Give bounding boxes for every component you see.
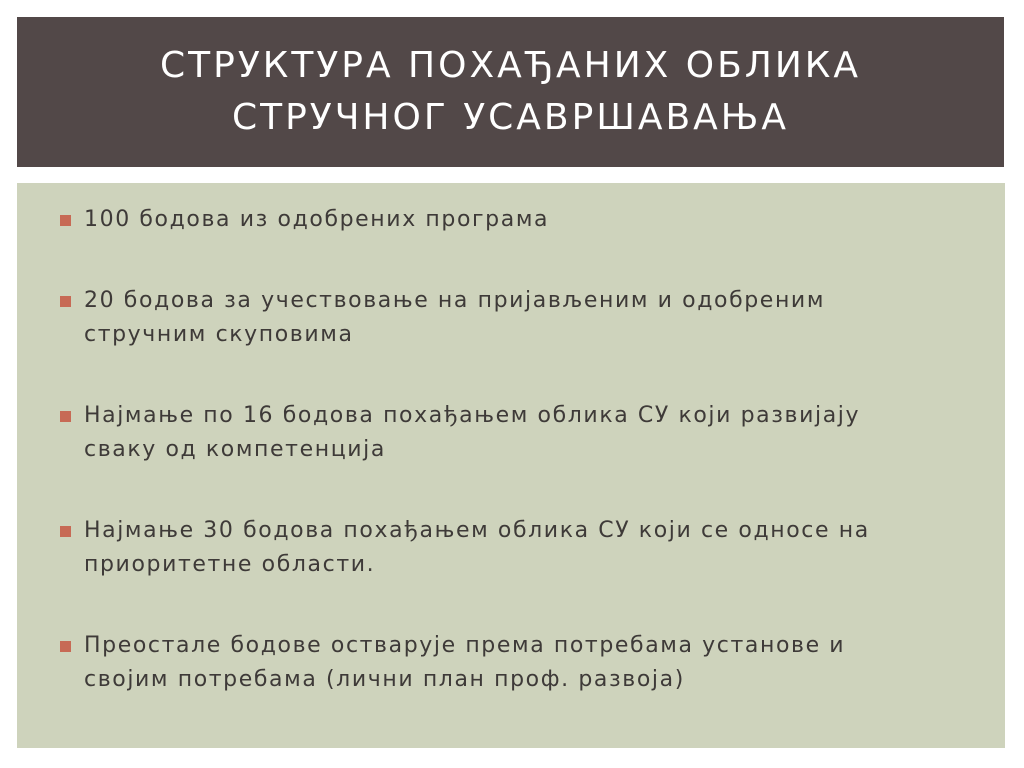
slide-title [160, 40, 861, 144]
square-bullet-icon [60, 411, 71, 422]
bullet-text: приоритетне области. [84, 552, 376, 577]
bullet-text: стручним скуповима [84, 322, 354, 347]
bullet-list [59, 203, 979, 697]
slide-title-line: СТРУЧНОГ УСАВРШАВАЊА [231, 97, 790, 138]
bullet-text: својим потребама (лични план проф. развоја) [84, 667, 685, 692]
square-bullet-icon [60, 215, 71, 226]
slide-title-line: СТРУКТУРА ПОХАЂАНИХ ОБЛИКА [160, 45, 861, 86]
square-bullet-icon [60, 296, 71, 307]
bullet-item [59, 629, 979, 697]
bullet-text: сваку од компетенција [84, 437, 386, 462]
bullet-text: 20 бодова за учествовање на пријављеним и одобреним [84, 288, 826, 313]
title-bar [17, 17, 1004, 167]
bullet-item [59, 284, 979, 352]
bullet-item [59, 514, 979, 582]
square-bullet-icon [60, 526, 71, 537]
bullet-item [59, 399, 979, 467]
bullet-item [59, 203, 979, 237]
bullet-text: Најмање по 16 бодова похађањем облика СУ који развијају [84, 403, 861, 428]
square-bullet-icon [60, 641, 71, 652]
bullet-text: Преостале бодове остварује према потребама установе и [84, 633, 846, 658]
bullet-text: Најмање 30 бодова похађањем облика СУ који се односе на [84, 518, 870, 543]
content-box [17, 183, 1005, 748]
bullet-text: 100 бодова из одобрених програма [84, 207, 550, 232]
